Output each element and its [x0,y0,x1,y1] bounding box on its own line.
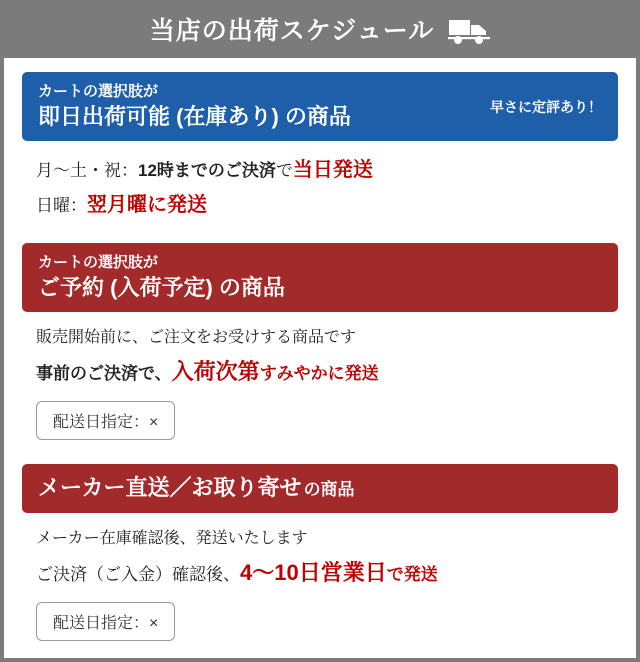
line-text-plain: メーカー在庫確認後、発送いたします [36,529,308,547]
line-text-emphasis: 翌月曜に発送 [87,194,207,217]
page-title: 当店の出荷スケジュール [149,16,435,45]
details-direct-shipping [22,513,618,647]
line-text-plain: 月～土・祝： [36,161,138,181]
line-text-plain: 日曜： [36,196,87,216]
header-bar [4,4,636,58]
line-text-plain: ご決済（ご入金）確認後、 [36,564,240,584]
details-in-stock [22,141,618,231]
content-area [4,58,636,657]
detail-line [36,326,610,351]
banner-subtitle: カートの選択肢が [38,254,159,272]
delivery-date-badge: 配送日指定：× [36,401,175,440]
detail-line [36,190,610,221]
line-text-mid: 12時までのご決済 [138,161,276,181]
section-banner-direct-shipping [22,464,618,513]
banner-text-group [38,253,285,302]
banner-title: メーカー直送／お取り寄せ [38,475,302,501]
delivery-date-badge: 配送日指定：× [36,602,175,641]
detail-line [36,527,610,552]
line-text-emphasis: 入荷次第 [171,359,260,385]
section-banner-in-stock [22,72,618,141]
section-banner-reservation [22,243,618,312]
line-text-emphasis-tail: で発送 [386,564,438,584]
banner-text-group [38,82,351,131]
line-text-emphasis-tail: すみやかに発送 [259,364,379,384]
line-text-plain: 事前のご決済で、 [36,364,172,384]
line-text-emphasis: 4～10日営業日 [240,559,387,585]
detail-line [36,355,610,389]
banner-title-group [38,474,355,503]
line-text-emphasis: 当日発送 [292,159,373,182]
detail-line [36,556,610,590]
banner-note: 早さに定評あり！ [490,98,602,115]
banner-title: ご予約 (入荷予定) の商品 [38,274,285,300]
banner-subtitle: カートの選択肢が [38,83,159,100]
banner-title: 即日出荷可能 (在庫あり) の商品 [38,103,351,129]
detail-line [36,155,610,186]
details-reservation [22,312,618,446]
line-text-plain: 販売開始前に、ご注文をお受けする商品です [36,329,357,347]
banner-title-tail: の商品 [303,480,355,500]
line-text-plain2: で [275,161,293,181]
delivery-truck-icon [448,16,490,46]
